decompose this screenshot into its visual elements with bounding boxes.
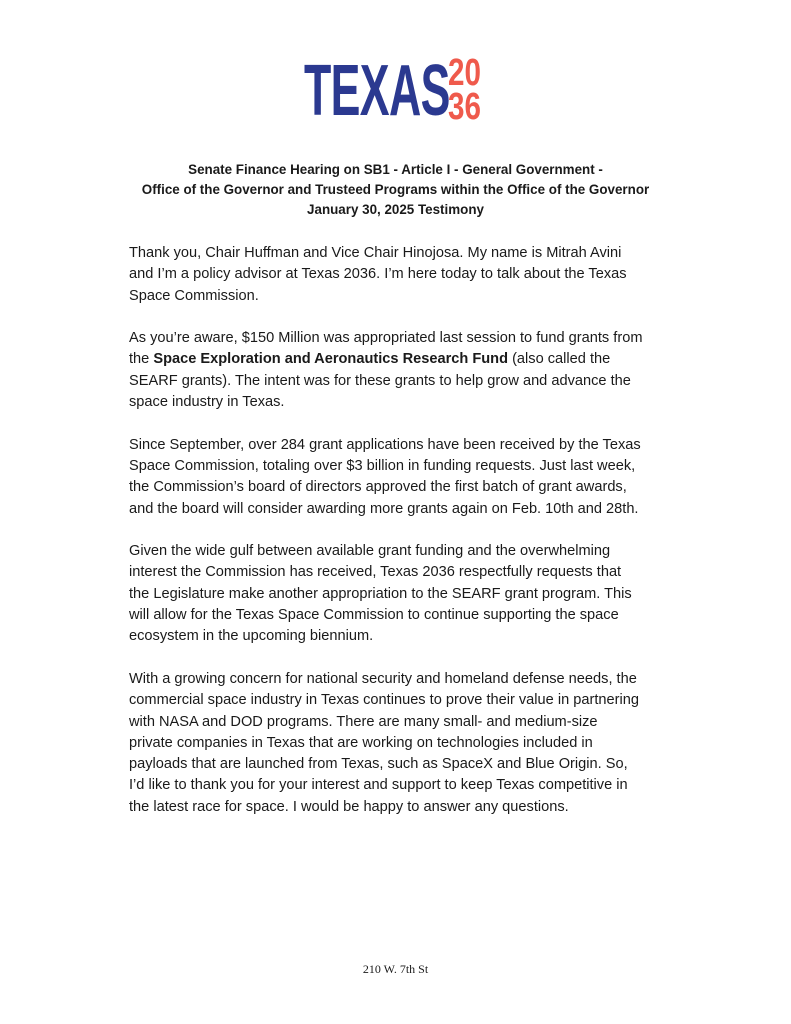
paragraph-introduction: [129, 243, 689, 307]
text-line: Given the wide gulf between available grant funding and the overwhelming: [129, 543, 611, 560]
text-line: private companies in Texas that are working on technologies included in: [129, 734, 593, 751]
footer-address: 210 W. 7th St: [362, 962, 429, 976]
heading-line-3: January 30, 2025 Testimony: [307, 202, 484, 217]
testimony-body: [129, 243, 689, 839]
logo-year: [448, 52, 492, 128]
text-line: will allow for the Texas Space Commission to continue supporting the space: [129, 607, 619, 624]
text-line: the Commission’s board of directors approved the first batch of grant awards,: [129, 479, 627, 496]
text-line: interest the Commission has received, Texas 2036 respectfully requests that: [129, 564, 622, 581]
text-line: SEARF grants). The intent was for these grants to help grow and advance the: [129, 372, 631, 389]
logo-word: TEXAS: [304, 51, 450, 131]
text-line: payloads that are launched from Texas, such as SpaceX and Blue Origin. So,: [129, 756, 628, 773]
text-line: the Legislature make another appropriation to the SEARF grant program. This: [129, 585, 632, 602]
text-line: and I’m a policy advisor at Texas 2036. I’m here today to talk about the Texas: [129, 266, 627, 283]
text-line: commercial space industry in Texas continues to prove their value in partnering: [129, 692, 639, 709]
text-line: Since September, over 284 grant applications have been received by the Texas: [129, 436, 641, 453]
text-line: Space Commission, totaling over $3 billion in funding requests. Just last week,: [129, 457, 636, 474]
texas-2036-logo: [304, 51, 488, 131]
testimony-heading: [60, 160, 731, 220]
paragraph-closing: [129, 669, 689, 818]
heading-line-1: Senate Finance Hearing on SB1 - Article I - General Government -: [188, 162, 603, 177]
heading-line-2: Office of the Governor and Trusteed Programs within the Office of the Governor: [141, 182, 650, 197]
text-line: I’d like to thank you for your interest and support to keep Texas competitive in: [129, 777, 628, 794]
text-fragment: the: [129, 351, 154, 368]
text-line: As you’re aware, $150 Million was appropriated last session to fund grants from: [129, 330, 643, 347]
text-line: Space Commission.: [129, 287, 259, 304]
text-line: space industry in Texas.: [129, 394, 285, 411]
logo-year-top: 20: [448, 52, 481, 94]
logo-year-bottom: 36: [448, 86, 481, 128]
text-line: the latest race for space. I would be happy to answer any questions.: [129, 798, 569, 815]
text-line: With a growing concern for national security and homeland defense needs, the: [129, 670, 637, 687]
text-line: with NASA and DOD programs. There are many small- and medium-size: [129, 713, 598, 730]
text-fragment: (also called the: [508, 351, 611, 368]
text-line: ecosystem in the upcoming biennium.: [129, 628, 374, 645]
fund-name: Space Exploration and Aeronautics Research Fund: [153, 351, 509, 368]
paragraph-appropriation: [129, 328, 689, 413]
text-line: and the board will consider awarding more grants again on Feb. 10th and 28th.: [129, 500, 639, 517]
text-line: [129, 349, 689, 370]
paragraph-request: [129, 541, 689, 647]
paragraph-applications: [129, 435, 689, 520]
text-line: Thank you, Chair Huffman and Vice Chair Hinojosa. My name is Mitrah Avini: [129, 245, 622, 261]
